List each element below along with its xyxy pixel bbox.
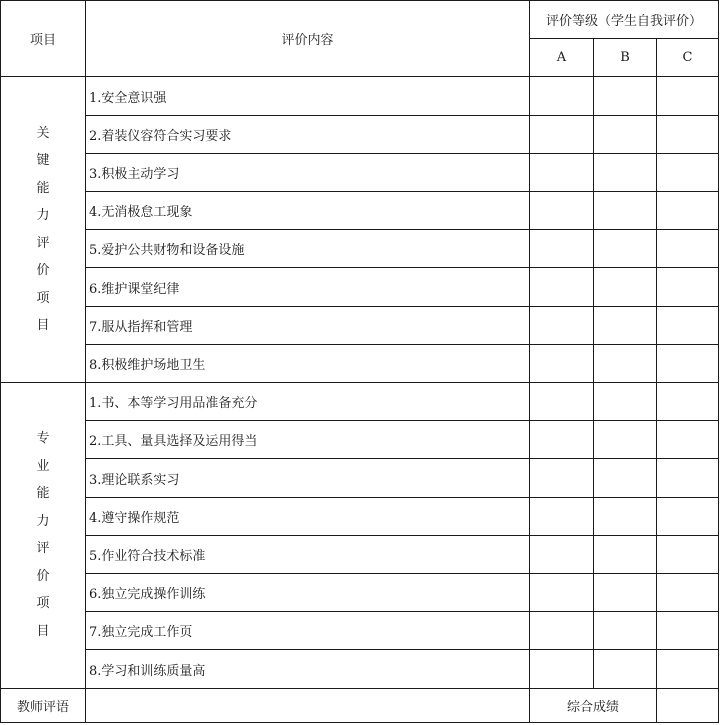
- evaluation-item: 6.维护课堂纪律: [86, 268, 530, 306]
- evaluation-item: 5.作业符合技术标准: [86, 535, 530, 573]
- evaluation-item: 1.安全意识强: [86, 77, 530, 115]
- header-project: 项目: [1, 1, 86, 77]
- evaluation-item: 4.遵守操作规范: [86, 497, 530, 535]
- evaluation-item: 8.积极维护场地卫生: [86, 344, 530, 382]
- grade-a-cell[interactable]: [530, 383, 594, 421]
- total-score-label: 综合成绩: [530, 688, 657, 722]
- grade-b-cell[interactable]: [594, 77, 657, 115]
- evaluation-item: 3.积极主动学习: [86, 153, 530, 191]
- grade-c-cell[interactable]: [657, 383, 719, 421]
- grade-c-cell[interactable]: [657, 650, 719, 688]
- evaluation-item: 7.服从指挥和管理: [86, 306, 530, 344]
- table-row: [1, 230, 719, 268]
- evaluation-item: 1.书、本等学习用品准备充分: [86, 383, 530, 421]
- grade-c-cell[interactable]: [657, 115, 719, 153]
- table-row: [1, 574, 719, 612]
- grade-b-cell[interactable]: [594, 650, 657, 688]
- evaluation-item: 5.爱护公共财物和设备设施: [86, 230, 530, 268]
- grade-c-cell[interactable]: [657, 421, 719, 459]
- grade-c-cell[interactable]: [657, 497, 719, 535]
- section-title: [1, 383, 86, 689]
- grade-c-cell[interactable]: [657, 77, 719, 115]
- grade-a-cell[interactable]: [530, 535, 594, 573]
- grade-a-cell[interactable]: [530, 153, 594, 191]
- table-row: [1, 115, 719, 153]
- evaluation-item: 3.理论联系实习: [86, 459, 530, 497]
- grade-b-cell[interactable]: [594, 535, 657, 573]
- grade-a-cell[interactable]: [530, 192, 594, 230]
- grade-a-cell[interactable]: [530, 306, 594, 344]
- table-row: [1, 153, 719, 191]
- table-row: [1, 268, 719, 306]
- table-row: [1, 421, 719, 459]
- grade-b-cell[interactable]: [594, 230, 657, 268]
- grade-a-cell[interactable]: [530, 459, 594, 497]
- evaluation-item: 7.独立完成工作页: [86, 612, 530, 650]
- grade-b-cell[interactable]: [594, 268, 657, 306]
- table-row: [1, 612, 719, 650]
- grade-a-cell[interactable]: [530, 421, 594, 459]
- grade-c-cell[interactable]: [657, 612, 719, 650]
- section-title: [1, 77, 86, 383]
- grade-b-cell[interactable]: [594, 192, 657, 230]
- grade-c-cell[interactable]: [657, 268, 719, 306]
- evaluation-item: 2.工具、量具选择及运用得当: [86, 421, 530, 459]
- grade-b-cell[interactable]: [594, 306, 657, 344]
- grade-c-label: C: [657, 39, 719, 77]
- grade-b-cell[interactable]: [594, 459, 657, 497]
- grade-a-cell[interactable]: [530, 230, 594, 268]
- grade-c-cell[interactable]: [657, 230, 719, 268]
- grade-a-cell[interactable]: [530, 574, 594, 612]
- grade-c-cell[interactable]: [657, 153, 719, 191]
- evaluation-item: 8.学习和训练质量高: [86, 650, 530, 688]
- grade-c-cell[interactable]: [657, 459, 719, 497]
- table-row: [1, 497, 719, 535]
- grade-b-cell[interactable]: [594, 383, 657, 421]
- evaluation-item: 4.无消极怠工现象: [86, 192, 530, 230]
- grade-a-cell[interactable]: [530, 77, 594, 115]
- table-row: [1, 192, 719, 230]
- grade-a-label: A: [530, 39, 594, 77]
- footer-row: [1, 688, 719, 722]
- teacher-comment-field[interactable]: [86, 688, 530, 722]
- table-row: [1, 535, 719, 573]
- grade-a-cell[interactable]: [530, 115, 594, 153]
- table-row: [1, 650, 719, 688]
- grade-c-cell[interactable]: [657, 535, 719, 573]
- header-content: 评价内容: [86, 1, 530, 77]
- grade-a-cell[interactable]: [530, 650, 594, 688]
- grade-c-cell[interactable]: [657, 574, 719, 612]
- table-row: [1, 77, 719, 115]
- table-row: [1, 459, 719, 497]
- grade-a-cell[interactable]: [530, 344, 594, 382]
- table-row: [1, 306, 719, 344]
- grade-b-cell[interactable]: [594, 421, 657, 459]
- teacher-comment-label: 教师评语: [1, 688, 86, 722]
- table-row: [1, 383, 719, 421]
- section-title-text: 关键能力评价项目: [36, 125, 50, 334]
- grade-b-cell[interactable]: [594, 612, 657, 650]
- section-title-text: 专业能力评价项目: [36, 431, 50, 639]
- evaluation-item: 6.独立完成操作训练: [86, 574, 530, 612]
- grade-c-cell[interactable]: [657, 344, 719, 382]
- grade-b-cell[interactable]: [594, 344, 657, 382]
- grade-a-cell[interactable]: [530, 612, 594, 650]
- grade-c-cell[interactable]: [657, 306, 719, 344]
- grade-b-cell[interactable]: [594, 497, 657, 535]
- grade-a-cell[interactable]: [530, 497, 594, 535]
- table-row: [1, 344, 719, 382]
- grade-b-cell[interactable]: [594, 574, 657, 612]
- grade-c-cell[interactable]: [657, 192, 719, 230]
- grade-b-cell[interactable]: [594, 115, 657, 153]
- grade-b-cell[interactable]: [594, 153, 657, 191]
- evaluation-item: 2.着装仪容符合实习要求: [86, 115, 530, 153]
- total-score-field[interactable]: [657, 688, 719, 722]
- grade-a-cell[interactable]: [530, 268, 594, 306]
- header-grade-title: 评价等级（学生自我评价）: [530, 1, 719, 39]
- grade-b-label: B: [594, 39, 657, 77]
